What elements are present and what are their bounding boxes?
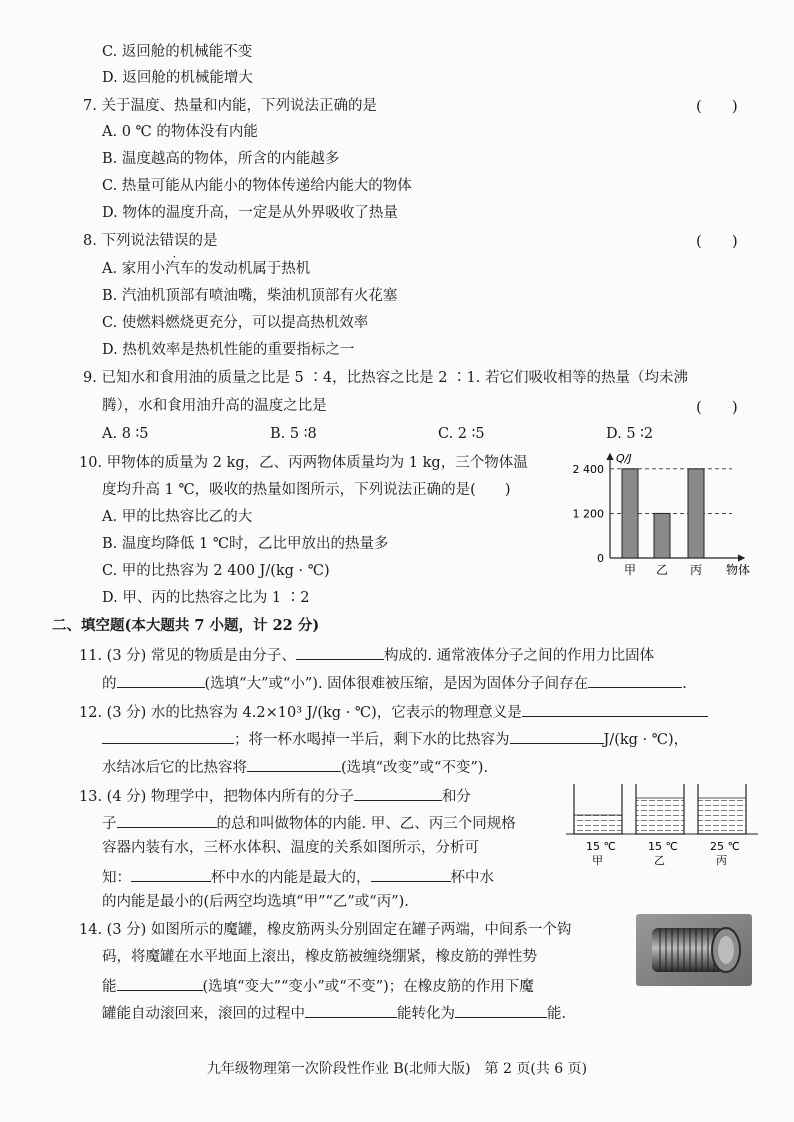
q12-text-a: 12. (3 分) 水的比热容为 4.2×10³ J/(kg · ℃)，它表示的物理意义是 — [79, 705, 522, 721]
q12-text-c: J/(kg · ℃)， — [603, 732, 689, 748]
heat-bar-chart — [556, 448, 766, 580]
q8-option-c: C. 使燃料燃烧更充分，可以提高热机效率 — [102, 315, 369, 331]
q8-stem-post: 的是 — [188, 233, 218, 249]
q13-text-b: 和分 — [441, 789, 471, 805]
q7-option-a: A. 0 ℃ 的物体没有内能 — [102, 124, 258, 140]
cup-yi-label: 乙 — [654, 854, 665, 867]
q11-line1 — [79, 643, 654, 666]
q14-line1: 14. (3 分) 如图所示的魔罐，橡皮筋两头分别固定在罐子两端，中间系一个钩 — [79, 922, 572, 938]
q11-blank-1[interactable] — [296, 643, 384, 660]
q13-line4 — [102, 865, 494, 888]
q6-option-d: D. 返回舱的机械能增大 — [102, 70, 253, 86]
q7-option-c: C. 热量可能从内能小的物体传递给内能大的物体 — [102, 178, 412, 194]
q11-blank-2[interactable] — [117, 671, 205, 688]
q14-text-c: 罐能自动滚回来，滚回的过程中 — [102, 1006, 305, 1022]
q14-line3 — [102, 974, 534, 997]
q12-text-b: ；将一杯水喝掉一半后，剩下水的比热容为 — [234, 732, 510, 748]
cup-jia-temp: 15 ℃ — [586, 840, 616, 853]
q10-stem-line1: 10. 甲物体的质量为 2 kg，乙、丙两物体质量均为 1 kg，三个物体温 — [79, 455, 528, 471]
cup-jia-label: 甲 — [592, 854, 603, 867]
q8-stem — [83, 231, 217, 251]
water-cups-diagram — [564, 778, 760, 870]
q8-stem-emphasis: 错误 — [159, 233, 189, 249]
q14-text-d: 能转化为 — [397, 1006, 455, 1022]
q9-option-a: A. 8 ∶5 — [102, 426, 149, 442]
q7-answer-paren: ( ) — [696, 97, 738, 115]
cup-yi-temp: 15 ℃ — [648, 840, 678, 853]
cup-bing — [698, 784, 746, 834]
q12-blank-1-cont[interactable] — [102, 727, 234, 744]
q14-line4 — [102, 1001, 566, 1024]
q8-answer-paren: ( ) — [696, 232, 738, 250]
q10-option-b: B. 温度均降低 1 ℃时，乙比甲放出的热量多 — [102, 536, 389, 552]
q13-blank-2[interactable] — [117, 811, 217, 828]
q10-option-c: C. 甲的比热容为 2 400 J/(kg · ℃) — [102, 563, 330, 579]
q12-blank-2[interactable] — [510, 727, 604, 744]
q9-option-b: B. 5 ∶8 — [270, 426, 317, 442]
q12-line3 — [102, 755, 488, 778]
magic-can-photo — [636, 914, 752, 986]
q14-text-b: (选填“变大”“变小”或“不变”)；在橡皮筋的作用下魔 — [202, 979, 534, 995]
q8-option-b: B. 汽油机顶部有喷油嘴，柴油机顶部有火花塞 — [102, 288, 398, 304]
q10-option-d: D. 甲、丙的比热容之比为 1 ∶2 — [102, 590, 310, 606]
q11-line2 — [102, 671, 687, 694]
q7-stem: 7. 关于温度、热量和内能，下列说法正确的是 — [83, 98, 377, 114]
cup-bing-label: 丙 — [716, 854, 727, 867]
q14-blank-1[interactable] — [117, 974, 203, 991]
cup-bing-temp: 25 ℃ — [710, 840, 740, 853]
q11-text-c: 的 — [102, 676, 117, 692]
q6-option-c: C. 返回舱的机械能不变 — [102, 44, 253, 60]
q7-option-b: B. 温度越高的物体，所含的内能越多 — [102, 151, 340, 167]
q13-line3: 容器内装有水，三杯水体积、温度的关系如图所示，分析可 — [102, 840, 479, 856]
section-2-heading: 二、填空题(本大题共 7 小题，计 22 分) — [52, 617, 320, 634]
q13-line1 — [79, 784, 471, 807]
q11-text-e: . — [682, 676, 687, 692]
q13-text-a: 13. (4 分) 物理学中，把物体内所有的分子 — [79, 789, 354, 805]
chart-xtick-label-1: 乙 — [655, 563, 669, 577]
q9-stem-line1: 9. 已知水和食用油的质量之比是 5 ∶4，比热容之比是 2 ∶1. 若它们吸收相等的热量（均未沸 — [83, 370, 688, 386]
chart-ylabel: Q/J — [616, 452, 632, 465]
q13-line2 — [102, 811, 516, 834]
q12-blank-1[interactable] — [522, 700, 708, 717]
q13-text-e: 知： — [102, 870, 131, 886]
q14-blank-2[interactable] — [305, 1001, 397, 1018]
q14-blank-3[interactable] — [455, 1001, 547, 1018]
q11-text-b: 构成的. 通常液体分子之间的作用力比固体 — [383, 648, 655, 664]
q8-option-d: D. 热机效率是热机性能的重要指标之一 — [102, 342, 355, 358]
q12-line2 — [102, 727, 688, 750]
q13-blank-4[interactable] — [371, 865, 451, 882]
q14-text-a: 能 — [102, 979, 117, 995]
q9-answer-paren: ( ) — [696, 398, 738, 416]
cup-jia — [574, 784, 622, 834]
q13-text-d: 的总和叫做物体的内能. 甲、乙、丙三个同规格 — [216, 816, 516, 832]
q13-text-g: 杯中水 — [450, 870, 494, 886]
cup-yi — [636, 784, 684, 834]
chart-ytick-label-0: 0 — [597, 552, 604, 565]
q8-option-a: A. 家用小汽车的发动机属于热机 — [102, 261, 311, 277]
q12-line1 — [79, 700, 708, 723]
q9-option-c: C. 2 ∶5 — [438, 426, 485, 442]
q13-blank-3[interactable] — [131, 865, 211, 882]
chart-xlabel: 物体 — [726, 563, 751, 577]
q14-line2: 码，将魔罐在水平地面上滚出，橡皮筋被缠绕绷紧，橡皮筋的弹性势 — [102, 949, 537, 965]
page-footer: 九年级物理第一次阶段性作业 B(北师大版) 第 2 页(共 6 页) — [206, 1061, 588, 1077]
q14-text-e: 能. — [547, 1006, 567, 1022]
q10-stem-line2: 度均升高 1 ℃，吸收的热量如图所示，下列说法正确的是( ) — [102, 482, 511, 498]
q10-option-a: A. 甲的比热容比乙的大 — [102, 509, 253, 525]
chart-xtick-label-2: 丙 — [689, 563, 703, 577]
chart-ytick-label-1: 1 200 — [572, 507, 604, 521]
q13-blank-1[interactable] — [354, 784, 442, 801]
chart-bar-1 — [654, 513, 670, 558]
chart-bar-2 — [688, 469, 704, 558]
q7-option-d: D. 物体的温度升高，一定是从外界吸收了热量 — [102, 205, 398, 221]
q11-text-d: (选填“大”或“小”). 固体很难被压缩，是因为固体分子间存在 — [204, 676, 589, 692]
q13-line5: 的内能是最小的(后两空均选填“甲”“乙”或“丙”). — [102, 894, 409, 910]
q9-stem-line2: 腾），水和食用油升高的温度之比是 — [102, 398, 327, 414]
q12-text-e: (选填“改变”或“不变”). — [341, 760, 489, 776]
q9-option-d: D. 5 ∶2 — [606, 426, 654, 442]
chart-bar-0 — [622, 469, 638, 558]
q12-blank-3[interactable] — [247, 755, 341, 772]
q13-text-c: 子 — [102, 816, 117, 832]
q13-text-f: 杯中水的内能是最大的， — [211, 870, 371, 886]
q8-stem-pre: 8. 下列说法 — [83, 233, 160, 249]
chart-xtick-label-0: 甲 — [623, 563, 637, 577]
chart-ytick-label-2: 2 400 — [572, 462, 604, 476]
q12-text-d: 水结冰后它的比热容将 — [102, 760, 247, 776]
q11-text-a: 11. (3 分) 常见的物质是由分子、 — [79, 648, 296, 664]
q11-blank-3[interactable] — [588, 671, 682, 688]
